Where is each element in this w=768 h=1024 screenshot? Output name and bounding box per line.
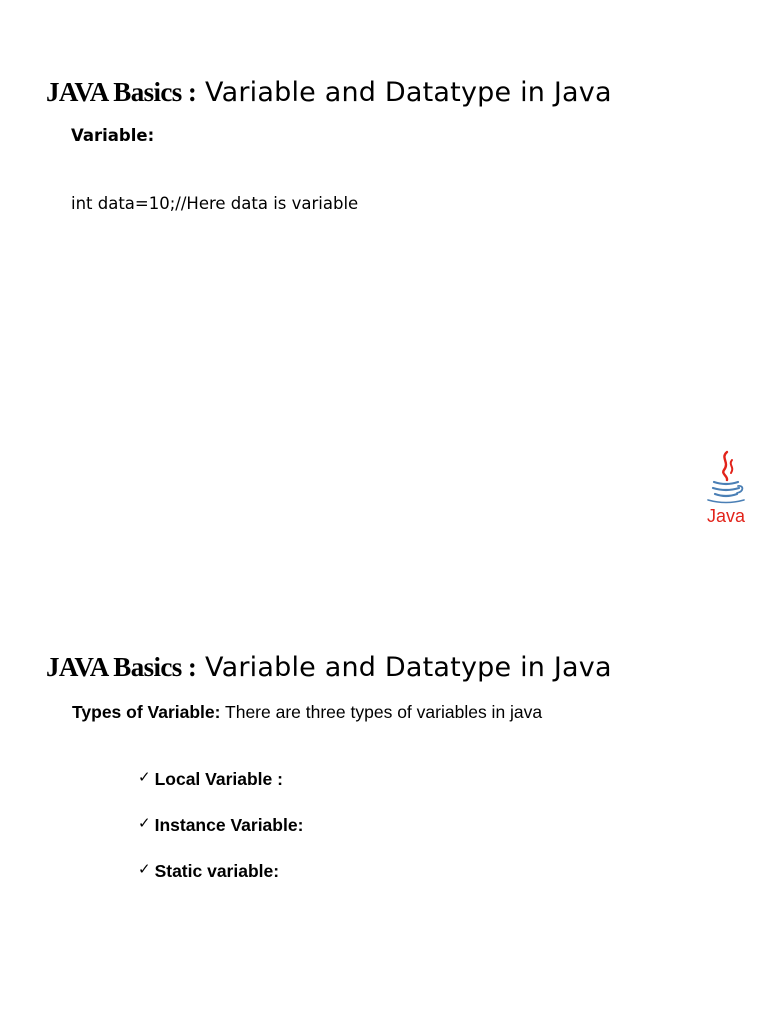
variable-heading: Variable: <box>71 126 155 145</box>
slide-2-title-main: Variable and Datatype in Java <box>196 652 612 683</box>
bullet-local-variable <box>138 769 283 790</box>
slide-2-title <box>46 654 612 681</box>
bullet-label: Local Variable : <box>154 769 283 789</box>
types-of-variable-text: There are three types of variables in java <box>220 702 543 722</box>
slide-2-title-prefix: JAVA Basics : <box>46 652 197 682</box>
bullet-static-variable <box>138 861 279 882</box>
slide-1-title <box>46 79 612 106</box>
bullet-label: Static variable: <box>154 861 280 881</box>
checkmark-icon: ✓ <box>138 768 151 786</box>
java-logo <box>700 448 752 526</box>
types-of-variable-label: Types of Variable: <box>72 702 221 722</box>
slide-1-title-prefix: JAVA Basics : <box>46 77 197 107</box>
java-logo-text: Java <box>706 506 746 526</box>
java-coffee-cup-icon <box>708 452 744 503</box>
slide-1-title-main: Variable and Datatype in Java <box>196 77 612 108</box>
code-example: int data=10;//Here data is variable <box>71 194 359 213</box>
bullet-label: Instance Variable: <box>154 815 304 835</box>
bullet-instance-variable <box>138 815 303 836</box>
checkmark-icon: ✓ <box>138 814 151 832</box>
types-of-variable-line <box>72 702 542 723</box>
checkmark-icon: ✓ <box>138 860 151 878</box>
